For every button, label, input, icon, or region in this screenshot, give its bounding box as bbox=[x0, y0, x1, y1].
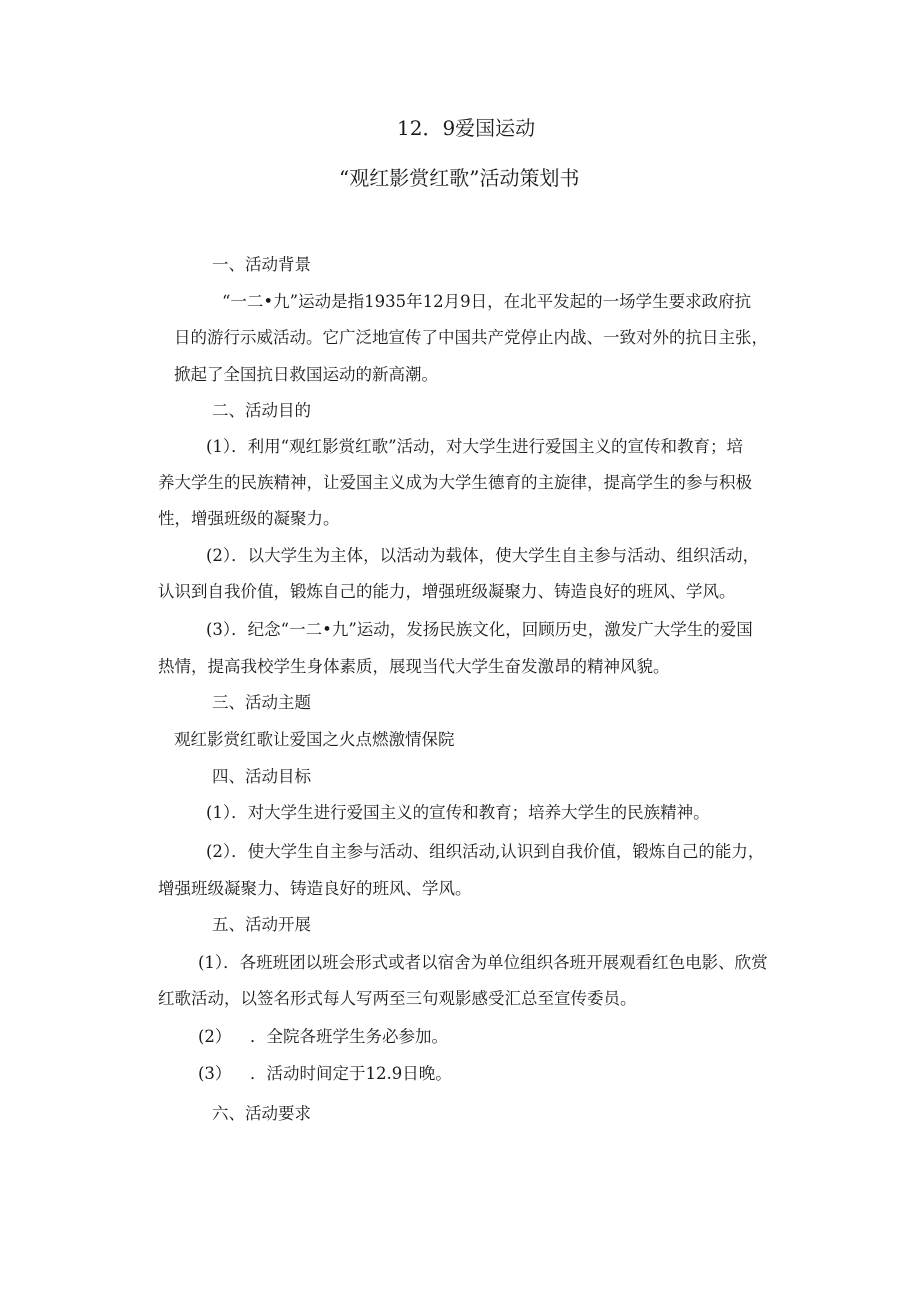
list-item-text: ．全院各班学生务必参加。 bbox=[250, 1027, 448, 1046]
list-item-text: ．活动时间定于12.9日晚。 bbox=[250, 1064, 452, 1083]
list-item-line: (1）．利用“观红影赏红歌”活动，对大学生进行爱国主义的宣传和教育；培 bbox=[206, 437, 744, 456]
paragraph-line: “一二•九”运动是指1935年12月9日，在北平发起的一场学生要求政府抗 bbox=[222, 292, 752, 311]
section-heading-goals: 四、活动目标 bbox=[212, 767, 311, 786]
list-item-line: 增强班级凝聚力、铸造良好的班风、学风。 bbox=[158, 879, 472, 898]
list-item-number: (2） bbox=[198, 1027, 232, 1046]
list-item-number: (3） bbox=[198, 1064, 232, 1083]
list-item-line: (2）．使大学生自主参与活动、组织活动,认识到自我价值，锻炼自己的能力， bbox=[206, 842, 765, 861]
list-item-line: (3）．纪念“一二•九”运动，发扬民族文化，回顾历史，激发广大学生的爱国 bbox=[206, 620, 753, 639]
paragraph-line: 日的游行示威活动。它广泛地宣传了中国共产党停止内战、一致对外的抗日主张， bbox=[174, 328, 768, 347]
section-heading-purpose: 二、活动目的 bbox=[212, 401, 311, 420]
list-item-line: 养大学生的民族精神，让爱国主义成为大学生德育的主旋律，提高学生的参与积极 bbox=[158, 473, 752, 492]
list-item-line: (2）．以大学生为主体，以活动为载体，使大学生自主参与活动、组织活动， bbox=[206, 546, 760, 565]
list-item-line: 性，增强班级的凝聚力。 bbox=[158, 509, 340, 528]
section-heading-background: 一、活动背景 bbox=[212, 255, 311, 274]
list-item-line: 红歌活动，以签名形式每人写两至三句观影感受汇总至宣传委员。 bbox=[158, 989, 637, 1008]
document-subtitle: “观红影赏红歌”活动策划书 bbox=[339, 166, 580, 190]
paragraph-line: 掀起了全国抗日救国运动的新高潮。 bbox=[174, 365, 438, 384]
list-item-line: (1）．各班班团以班会形式或者以宿舍为单位组织各班开展观看红色电影、欣赏 bbox=[198, 953, 768, 972]
section-heading-requirements: 六、活动要求 bbox=[212, 1104, 311, 1123]
section-heading-theme: 三、活动主题 bbox=[212, 693, 311, 712]
section-heading-development: 五、活动开展 bbox=[212, 915, 311, 934]
list-item-line: (1）．对大学生进行爱国主义的宣传和教育；培养大学生的民族精神。 bbox=[206, 803, 710, 822]
theme-text: 观红影赏红歌让爱国之火点燃激情保院 bbox=[174, 730, 455, 749]
document-title: 12．9爱国运动 bbox=[397, 116, 536, 140]
list-item-line: 认识到自我价值，锻炼自己的能力，增强班级凝聚力、铸造良好的班风、学风。 bbox=[158, 582, 736, 601]
list-item-line: 热情，提高我校学生身体素质，展现当代大学生奋发激昂的精神风貌。 bbox=[158, 657, 670, 676]
